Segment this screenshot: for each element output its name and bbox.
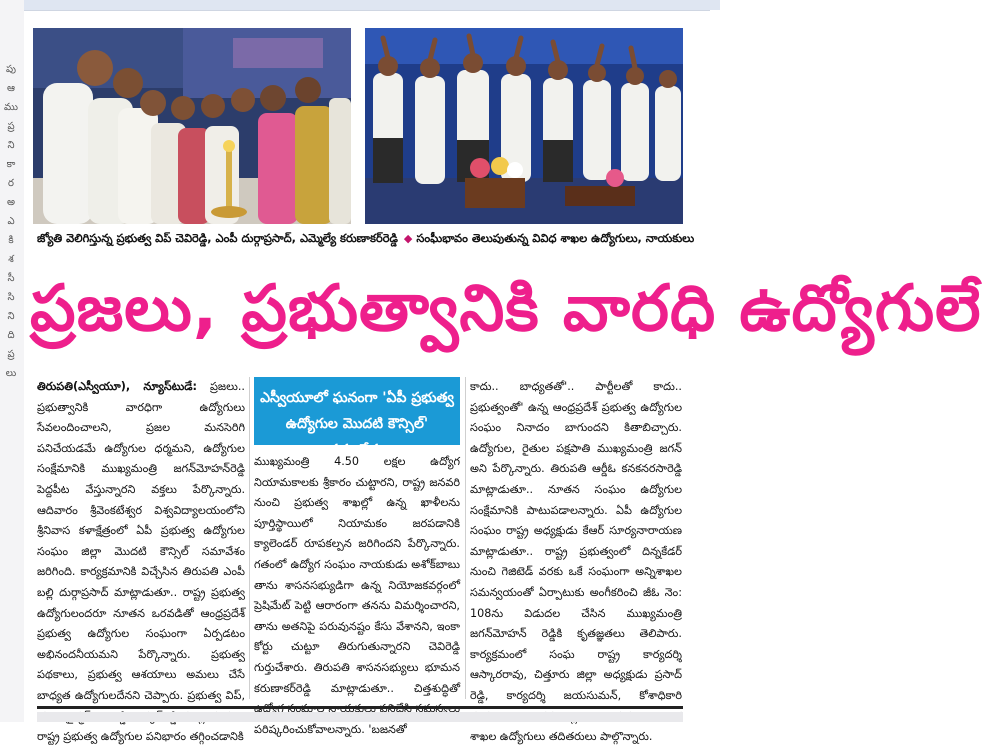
- caption-right: సంఘీభావం తెలుపుతున్న వివిధ శాఖల ఉద్యోగులు, నాయకులు: [416, 231, 695, 245]
- edge-letter: సి: [7, 292, 15, 303]
- edge-letter: కి: [8, 235, 14, 246]
- dateline: తిరుపతి(ఎస్వీయూ), న్యూస్‌టుడే:: [37, 380, 197, 393]
- column-divider: [249, 377, 250, 699]
- column-divider: [465, 377, 466, 699]
- edge-letter: శ: [8, 254, 14, 265]
- adjacent-page-letters: [2, 60, 20, 383]
- top-banner-strip: [24, 0, 720, 10]
- adjacent-page-edge: [0, 0, 24, 722]
- article-column-3: [470, 377, 682, 744]
- photo-solidarity-stage-image: [365, 28, 683, 224]
- article-column-1: [37, 377, 245, 744]
- photo-solidarity-stage: [365, 28, 683, 224]
- article-text-col2: ముఖ్యమంత్రి 4.50 లక్షల ఉద్యోగ నియామకాలకు శ్రీకారం చుట్టారని, రాష్ట్ర జనవరి నుంచి ప్రభుత్వ శాఖల్లో ఉన్న ఖాళీలను పూర్తిస్థాయిలో నియామకం జరపడానికి క్యాలెండర్ రూపకల్పన జరిగిందని పేర్కొన్నారు. గతంలో ఉద్యోగ సంఘం నాయకుడు అశోక్‌బాబు తాను శాసనసభ్యుడిగా ఉన్న నియోజకవర్గంలో ప్రెషిమేట్ పెట్టి ఆరారంగా తనను విమర్శించారని, తాను అతనిపై పరువునష్టం కేసు వేశానని, ఇంకా కోర్టు చుట్టూ తిరుగుతున్నారని చెవిరెడ్డి గుర్తుచేశారు. తిరుపతి శాసనసభ్యులు భూమన కరుణాకర్‌రెడ్డి మాట్లాడుతూ.. చిత్తశుద్ధితో పరిష్కరించుకోవాలన్నారు. 'బజనతో: [254, 455, 460, 736]
- edge-letter: ని: [7, 311, 15, 322]
- photo-caption: [37, 228, 695, 248]
- article-text-col3: కాదు.. బాధ్యతతో'.. పార్టీలతో కాదు.. ప్రభుత్వంతో' ఉన్న ఆంధ్రప్రదేశ్ ప్రభుత్వ ఉద్యోగుల సంఘం నినాదం బాగుందని కితాబిచ్చారు. ఉద్యోగుల, రైతుల పక్షపాతి ముఖ్యమంత్రి జగన్ అని పేర్కొన్నారు. తిరుపతి ఆర్డీఓ కనకనరసారెడ్డి మాట్లాడుతూ.. నూతన సంఘం ఉద్యోగుల సంక్షేమానికి పాటుపడాలన్నారు. ఏపీ ఉద్యోగుల సంఘం రాష్ట్ర అధ్యక్షుడు కేఆర్ సూర్యనారాయణ మాట్లాడుతూ.. రాష్ట్ర ప్రభుత్వంలో దిన్నకేడర్ నుంచి గెజిటెడ్ వరకు ఒకే సంఘంగా అన్నిశాఖల సమన్వయంతో ఏర్పాటుకు అంగీకరించి జీఓ నెం: 108ను విడుదల చేసిన ముఖ్యమంత్రి జగన్‌మోహన్ రెడ్డికి కృతజ్ఞతలు తెలిపారు. కార్యక్రమంలో సంఘ రాష్ట్ర కార్యదర్శి ఆస్కారరావు, చిత్తూరు జిల్లా అధ్యక్షుడు ప్రసాద్ రెడ్డి, కార్యదర్శి జయసుమన్, కోశాధికారి శాఖల ఉద్యోగులు తదితరులు పాల్గొన్నారు.: [470, 380, 682, 744]
- photo-lamp-lighting: [33, 28, 351, 224]
- subheadline-box: ఎస్వీయూలో ఘనంగా 'ఏపీ ప్రభుత్వ ఉద్యోగుల మొదటి కౌన్సిల్' సమావేశం: [254, 377, 460, 445]
- edge-letter: ఆ: [7, 83, 15, 94]
- edge-letter: ఎ: [7, 216, 15, 227]
- edge-letter: సీ: [7, 273, 15, 284]
- edge-letter: కా: [6, 159, 16, 170]
- edge-letter: లు: [5, 368, 17, 379]
- edge-letter: అ: [7, 197, 15, 208]
- edge-letter: ప్ర: [7, 349, 15, 360]
- next-article-strip: [37, 712, 683, 722]
- edge-letter: ని: [7, 140, 15, 151]
- photo-lamp-lighting-image: [33, 28, 351, 224]
- headline: ప్రజలు, ప్రభుత్వానికి వారధి ఉద్యోగులే: [30, 272, 982, 346]
- diamond-icon: ◆: [403, 232, 413, 245]
- caption-left: జ్యోతి వెలిగిస్తున్న ప్రభుత్వ విప్ చెవిరెడ్డి, ఎంపీ దుర్గాప్రసాద్, ఎమ్మెల్యే కరుణాకర్‌రెడ్డి: [37, 231, 398, 245]
- edge-letter: ప్ర: [7, 121, 15, 132]
- edge-letter: ది: [7, 330, 15, 341]
- edge-letter: ర: [8, 178, 14, 189]
- bottom-rule: [37, 706, 683, 709]
- article-column-2: [254, 452, 460, 736]
- edge-letter: పు: [6, 64, 16, 75]
- top-rule: [24, 10, 710, 11]
- article-text-col1: ప్రజలు.. ప్రభుత్వానికి వారధిగా ఉద్యోగులు సేవలందించాలని, ప్రజల మనసెరిగి పనిచేయడమే ఉద్యోగుల ధర్మమని, ఉద్యోగుల సంక్షేమానికి ముఖ్యమంత్రి జగన్‌మోహన్‌రెడ్డి పెద్దపీట వేస్తున్నారని వక్తలు పేర్కొన్నారు. ఆదివారం శ్రీవెంకటేశ్వర విశ్వవిద్యాలయంలోని శ్రీనివాస కళాక్షేత్రంలో ఏపీ ప్రభుత్వ ఉద్యోగుల సంఘం జిల్లా మొదటి కౌన్సిల్ సమావేశం జరిగింది. కార్యక్రమానికి విచ్చేసిన తిరుపతి ఎంపీ బల్లి దుర్గాప్రసాద్ మాట్లాడుతూ.. రాష్ట్ర ప్రభుత్వ ఉద్యోగులందరూ నూతన ఒరవడితో ఆంధ్రప్రదేశ్ ప్రభుత్వ ఉద్యోగుల సంఘంగా ఏర్పడటం అభినందనీయమని పేర్కొన్నారు. ప్రభుత్వ పథకాలు, ప్రభుత్వ ఆశయాలు అమలు చేసే బాధ్యత ఉద్యోగులదేనని చెప్పారు. ప్రభుత్వ విప్, రాష్ట్ర ప్రభుత్వ ఉద్యోగుల పనిభారం తగ్గించడానికి: [37, 380, 245, 744]
- edge-letter: ము: [3, 102, 19, 113]
